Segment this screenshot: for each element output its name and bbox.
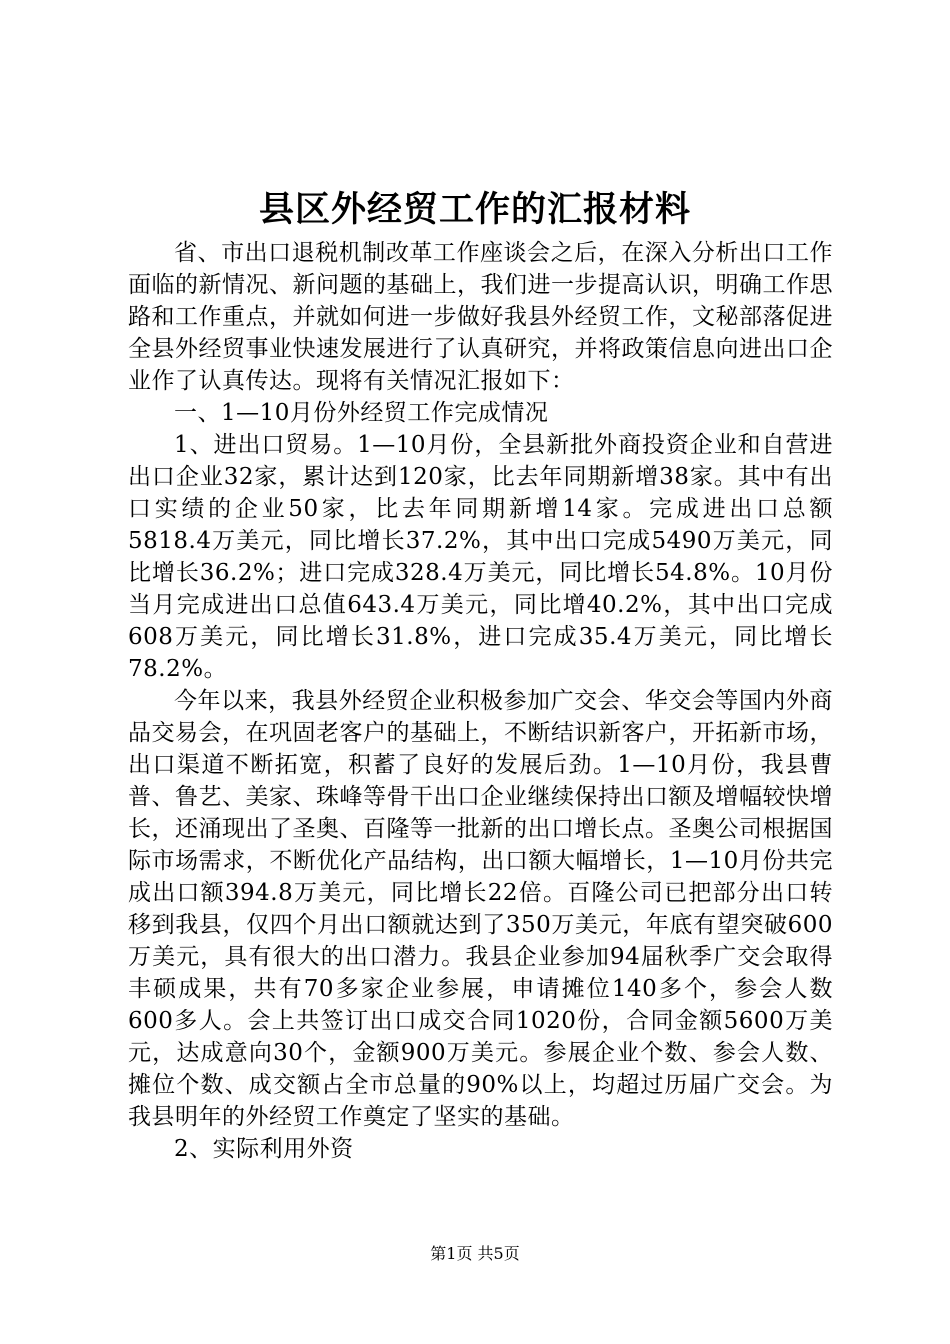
document-body [128,237,833,1165]
document-title: 县区外经贸工作的汇报材料 [258,189,691,230]
subsection-heading-foreign-investment: 2、实际利用外资 [174,1136,354,1162]
paragraph-trade: 1、进出口贸易。1—10月份，全县新批外商投资企业和自营进出口企业32家，累计达到120家，比去年同期新增38家。其中有出口实绩的企业50家，比去年同期新增14家。完成进出口总额5818.4万美元，同比增长37.2%，其中出口完成5490万美元，同比增长36.2%；进口完成328.4万美元，同比增长54.8%。10月份当月完成进出口总值643.4万美元，同比增40.2%，其中出口完成608万美元，同比增长31.8%，进口完成35.4万美元，同比增长78.2%。 [128,432,833,682]
paragraph-intro: 省、市出口退税机制改革工作座谈会之后，在深入分析出口工作面临的新情况、新问题的基础上，我们进一步提高认识，明确工作思路和工作重点，并就如何进一步做好我县外经贸工作，文秘部落促进全县外经贸事业快速发展进行了认真研究，并将政策信息向进出口企业作了认真传达。现将有关情况汇报如下： [128,240,833,394]
page-footer: 第1页 共5页 [430,1244,520,1263]
paragraph-fairs: 今年以来，我县外经贸企业积极参加广交会、华交会等国内外商品交易会，在巩固老客户的基础上，不断结识新客户，开拓新市场，出口渠道不断拓宽，积蓄了良好的发展后劲。1—10月份，我县曹普、鲁艺、美家、珠峰等骨干出口企业继续保持出口额及增幅较快增长，还涌现出了圣奥、百隆等一批新的出口增长点。圣奥公司根据国际市场需求，不断优化产品结构，出口额大幅增长，1—10月份共完成出口额394.8万美元，同比增长22倍。百隆公司已把部分出口转移到我县，仅四个月出口额就达到了350万美元，年底有望突破600万美元，具有很大的出口潜力。我县企业参加94届秋季广交会取得丰硕成果，共有70多家企业参展，申请摊位140多个，参会人数600多人。会上共签订出口成交合同1020份，合同金额5600万美元，达成意向30个，金额900万美元。参展企业个数、参会人数、摊位个数、成交额占全市总量的90%以上，均超过历届广交会。为我县明年的外经贸工作奠定了坚实的基础。 [128,688,833,1130]
section-heading-1: 一、1—10月份外经贸工作完成情况 [174,400,549,426]
